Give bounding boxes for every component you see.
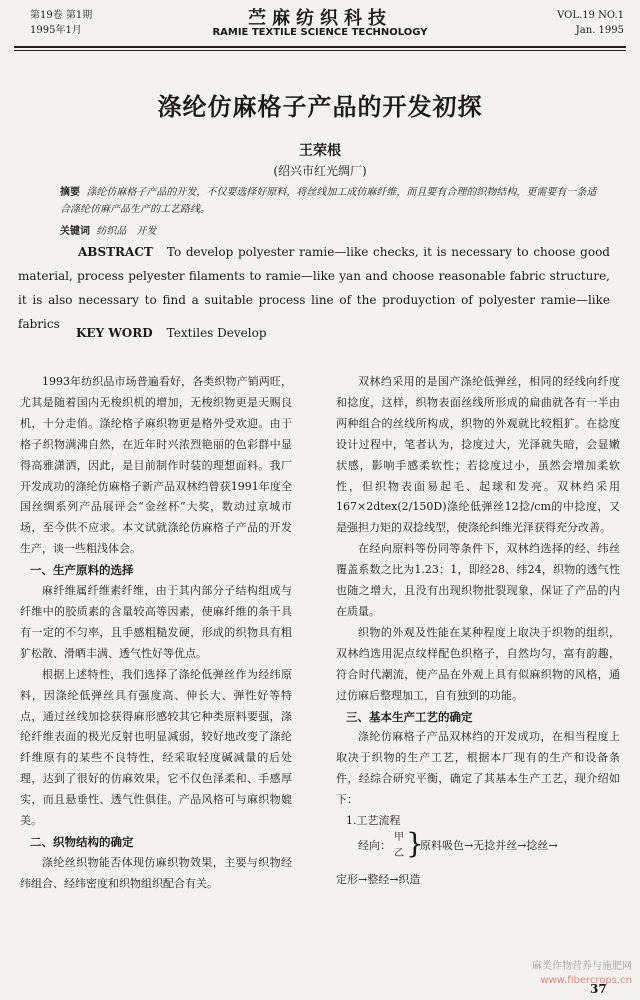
date-en: Jan. 1995 (575, 25, 624, 36)
subsection-heading: 1.工艺流程 (346, 814, 401, 828)
journal-title-cn: 苎麻纺织科技 (248, 8, 392, 29)
flow-jia: 甲 (394, 831, 404, 843)
keywords-en-text: Textiles Develop (166, 326, 267, 340)
paragraph: 根据上述特性，我们选择了涤纶低弹丝作为经纬原料，因涤纶低弹丝具有强度高、伸长大、弹性好等特点，通过丝线加捻获得麻形感较其它种类原料要强，涤纶纤维表面的极光反射也明显减弱，较好地改变了涤纶纤维原有的某些不良特性，经采取轻度碱减量的后处理，达到了很好的仿麻效果，它不仅色泽柔和、手感厚实，而且悬垂性、透气性俱佳。产品风格可与麻织物媲美。 (20, 667, 292, 828)
paragraph: 涤纶仿麻格子产品双林绉的开发成功，在相当程度上取决于织物的生产工艺，根据本厂现有的生产和设备条件，经综合研究平衡，确定了其基本生产工艺，现介绍如下： (336, 730, 620, 807)
abstract-cn (60, 184, 600, 218)
section-heading: 二、织物结构的确定 (30, 834, 134, 849)
paragraph: 织物的外观及性能在某种程度上取决于织物的组织，双林绉选用泥点纹样配色织格子，自然均匀，富有韵趣，符合时代潮流，使产品在外观上具有似麻织物的风格，通过仿麻后整理加工，自有独到的功能。 (336, 625, 620, 702)
author: 王荣根 (299, 143, 341, 159)
header-rule (14, 46, 626, 51)
paragraph: 涤纶丝织物能否体现仿麻织物效果，主要与织物经纬组合、经纬密度和织物组织配合有关。 (20, 855, 292, 890)
paragraph: 双林绉采用的是国产涤纶低弹丝，相同的经线向纤度和捻度，这样，织物表面丝线所形成的扁曲就各有一半由两种组合的丝线所构成，织物的外观就比较粗犷。在捻度设计过程中，笔者认为，捻度过大，光泽就失暗，会显嫩状感，影响手感柔软性；若捻度过小，虽然会增加柔软性，但织物表面易起毛、起球和发亮。双林绉采用167×2dtex(2/150D)涤纶低弹丝12捻/cm的中捻度，又是强担力矩的双捻线型，使涤纶纠维光泽获得充分改善。 (336, 375, 620, 535)
abstract-cn-text: 涤纶仿麻格子产品的开发，不仅要选择好原料，将丝线加工成仿麻纤维，而且要有合理的织物结构，更需要有一条适合涤纶仿麻产品生产的工艺路线。 (60, 187, 597, 215)
body-left-column (20, 372, 292, 895)
keywords-en-label: KEY WORD (76, 326, 153, 340)
affiliation: (绍兴市红光绸厂) (273, 164, 367, 178)
process-flow (358, 826, 620, 876)
abstract-en (18, 240, 610, 336)
volume-cn: 第19卷 第1期 (30, 10, 93, 21)
issue-info-en (557, 8, 624, 38)
flow-label: 经向： (358, 838, 391, 852)
section-heading: 三、基本生产工艺的确定 (346, 709, 473, 724)
article-title: 涤纶仿麻格子产品的开发初探 (157, 93, 483, 121)
flow-yi: 乙 (394, 847, 404, 859)
abstract-en-text: To develop polyester ramie—like checks, it is necessary to choose good material, process pelyester filaments to ramie—like yan and choose reasonable fabric structure, it is also necessary to find a suitable process line of the produyction of polyester ramie—like fabrics (18, 245, 610, 331)
keywords-cn (60, 222, 156, 237)
paragraph: 1993年纺织品市场普遍看好，各类织物产销两旺，尤其是随着国内无梭织机的增加，无梭织物更是天赐良机，十分走俏。涤纶格子麻织物更是格外受欢迎。由于格子织物满沸自然，在近年时兴浓烈艳丽的色彩群中显得高雅潇洒，因此，是目前制作时装的理想面料。我厂开发成功的涤纶仿麻格子新产品双林绉曾获1991年度全国丝绸系列产品展评会“金丝杯”大奖，数动过京城市场，至今供不应求。本文试就涤纶仿麻格子产品的开发生产，谈一些粗浅体会。 (20, 375, 292, 556)
flow-line-1: 原料吸色→无捻并丝→捻丝→ (420, 838, 558, 852)
section-heading: 一、生产原料的选择 (30, 563, 134, 578)
journal-title-en: RAMIE TEXTILE SCIENCE TECHNOLOGY (212, 27, 428, 38)
abstract-en-label: ABSTRACT (78, 245, 153, 259)
watermark (532, 960, 632, 988)
body-right-column (336, 372, 620, 891)
watermark-line1: 麻类作物营养与施肥网 (532, 961, 632, 972)
watermark-url: www.fibercrops.cn (540, 975, 632, 986)
flow-line-2: 定形→整经→织造 (336, 872, 421, 886)
page-number: 37 (590, 982, 607, 996)
date-cn: 1995年1月 (30, 25, 82, 36)
volume-en: VOL.19 NO.1 (557, 10, 624, 21)
paragraph: 在经向原料等份同等条件下，双林绉选择的经、纬丝覆盖系数之比为1.23：1，即经28、纬24，织物的透气性也随之增大，且没有出现织物批裂现象，保证了产品的内在质量。 (336, 542, 620, 618)
keywords-cn-label: 关键词 (60, 226, 90, 237)
paragraph: 麻纤维属纤维素纤维，由于其内部分子结构组成与纤维中的胶质素的含量较高等因素，使麻纤维的条干具有一定的不匀率，且手感粗糙发硬，形成的织物具有粗犷松散、滑晒丰满、透气性好等优点。 (20, 584, 292, 660)
flow-brace: } (406, 826, 424, 860)
keywords-en (76, 326, 267, 340)
abstract-cn-label: 摘要 (60, 187, 80, 198)
keywords-cn-text: 纺织品 开发 (96, 226, 157, 237)
